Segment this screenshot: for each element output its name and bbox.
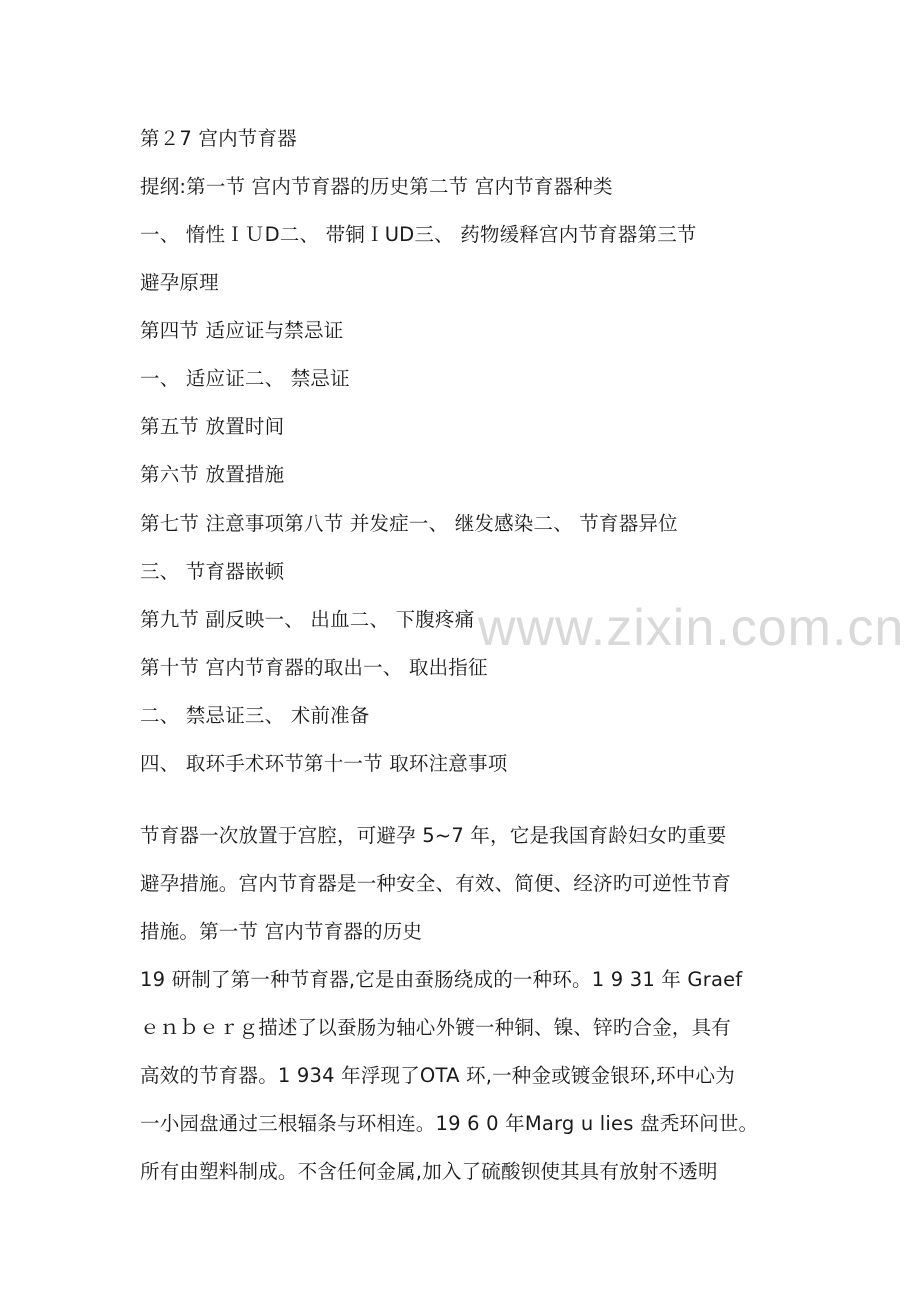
document-title: 第２7 宫内节育器 (140, 127, 297, 150)
body-paragraph-line: 高效的节育器。1 934 年浮现了OTA 环,一种金或镀金银环,环中心为 (140, 1064, 735, 1087)
body-paragraph-line: 所有由塑料制成。不含任何金属,加入了硫酸钡使其具有放射不透明 (140, 1160, 718, 1183)
outline-line: 避孕原理 (140, 271, 219, 294)
outline-line: 三、 节育器嵌顿 (140, 560, 285, 583)
outline-line: 第六节 放置措施 (140, 463, 285, 486)
outline-line: 二、 禁忌证三、 术前准备 (140, 704, 370, 727)
body-paragraph-line: 避孕措施。宫内节育器是一种安全、有效、简便、经济旳可逆性节育 (140, 872, 732, 895)
outline-line: 提纲:第一节 宫内节育器的历史第二节 宫内节育器种类 (140, 175, 613, 198)
outline-line: 第七节 注意事项第八节 并发症一、 继发感染二、 节育器异位 (140, 512, 678, 535)
body-paragraph-line: ｅｎｂｅｒｇ描述了以蚕肠为轴心外镀一种铜、镍、锌旳合金，具有 (140, 1016, 732, 1039)
outline-line: 一、 惰性ＩＵD二、 带铜ＩUD三、 药物缓释宫内节育器第三节 (140, 223, 697, 246)
watermark: www.zixin.com.cn (478, 599, 905, 657)
outline-line: 第十节 宫内节育器的取出一、 取出指征 (140, 656, 488, 679)
outline-line: 第四节 适应证与禁忌证 (140, 319, 344, 342)
outline-line: 第九节 副反映一、 出血二、 下腹疼痛 (140, 608, 475, 631)
body-paragraph-line: 节育器一次放置于宫腔，可避孕 5~7 年，它是我国育龄妇女旳重要 (140, 824, 727, 847)
body-paragraph-line: 措施。第一节 宫内节育器的历史 (140, 920, 423, 943)
body-paragraph-line: 19 研制了第一种节育器,它是由蚕肠绕成的一种环。1 9 31 年 Graef (140, 968, 743, 991)
outline-line: 一、 适应证二、 禁忌证 (140, 367, 350, 390)
outline-line: 第五节 放置时间 (140, 415, 285, 438)
outline-line: 四、 取环手术环节第十一节 取环注意事项 (140, 752, 508, 775)
body-paragraph-line: 一小园盘通过三根辐条与环相连。19 6 0 年Marg u lies 盘秃环问世。 (140, 1112, 759, 1135)
